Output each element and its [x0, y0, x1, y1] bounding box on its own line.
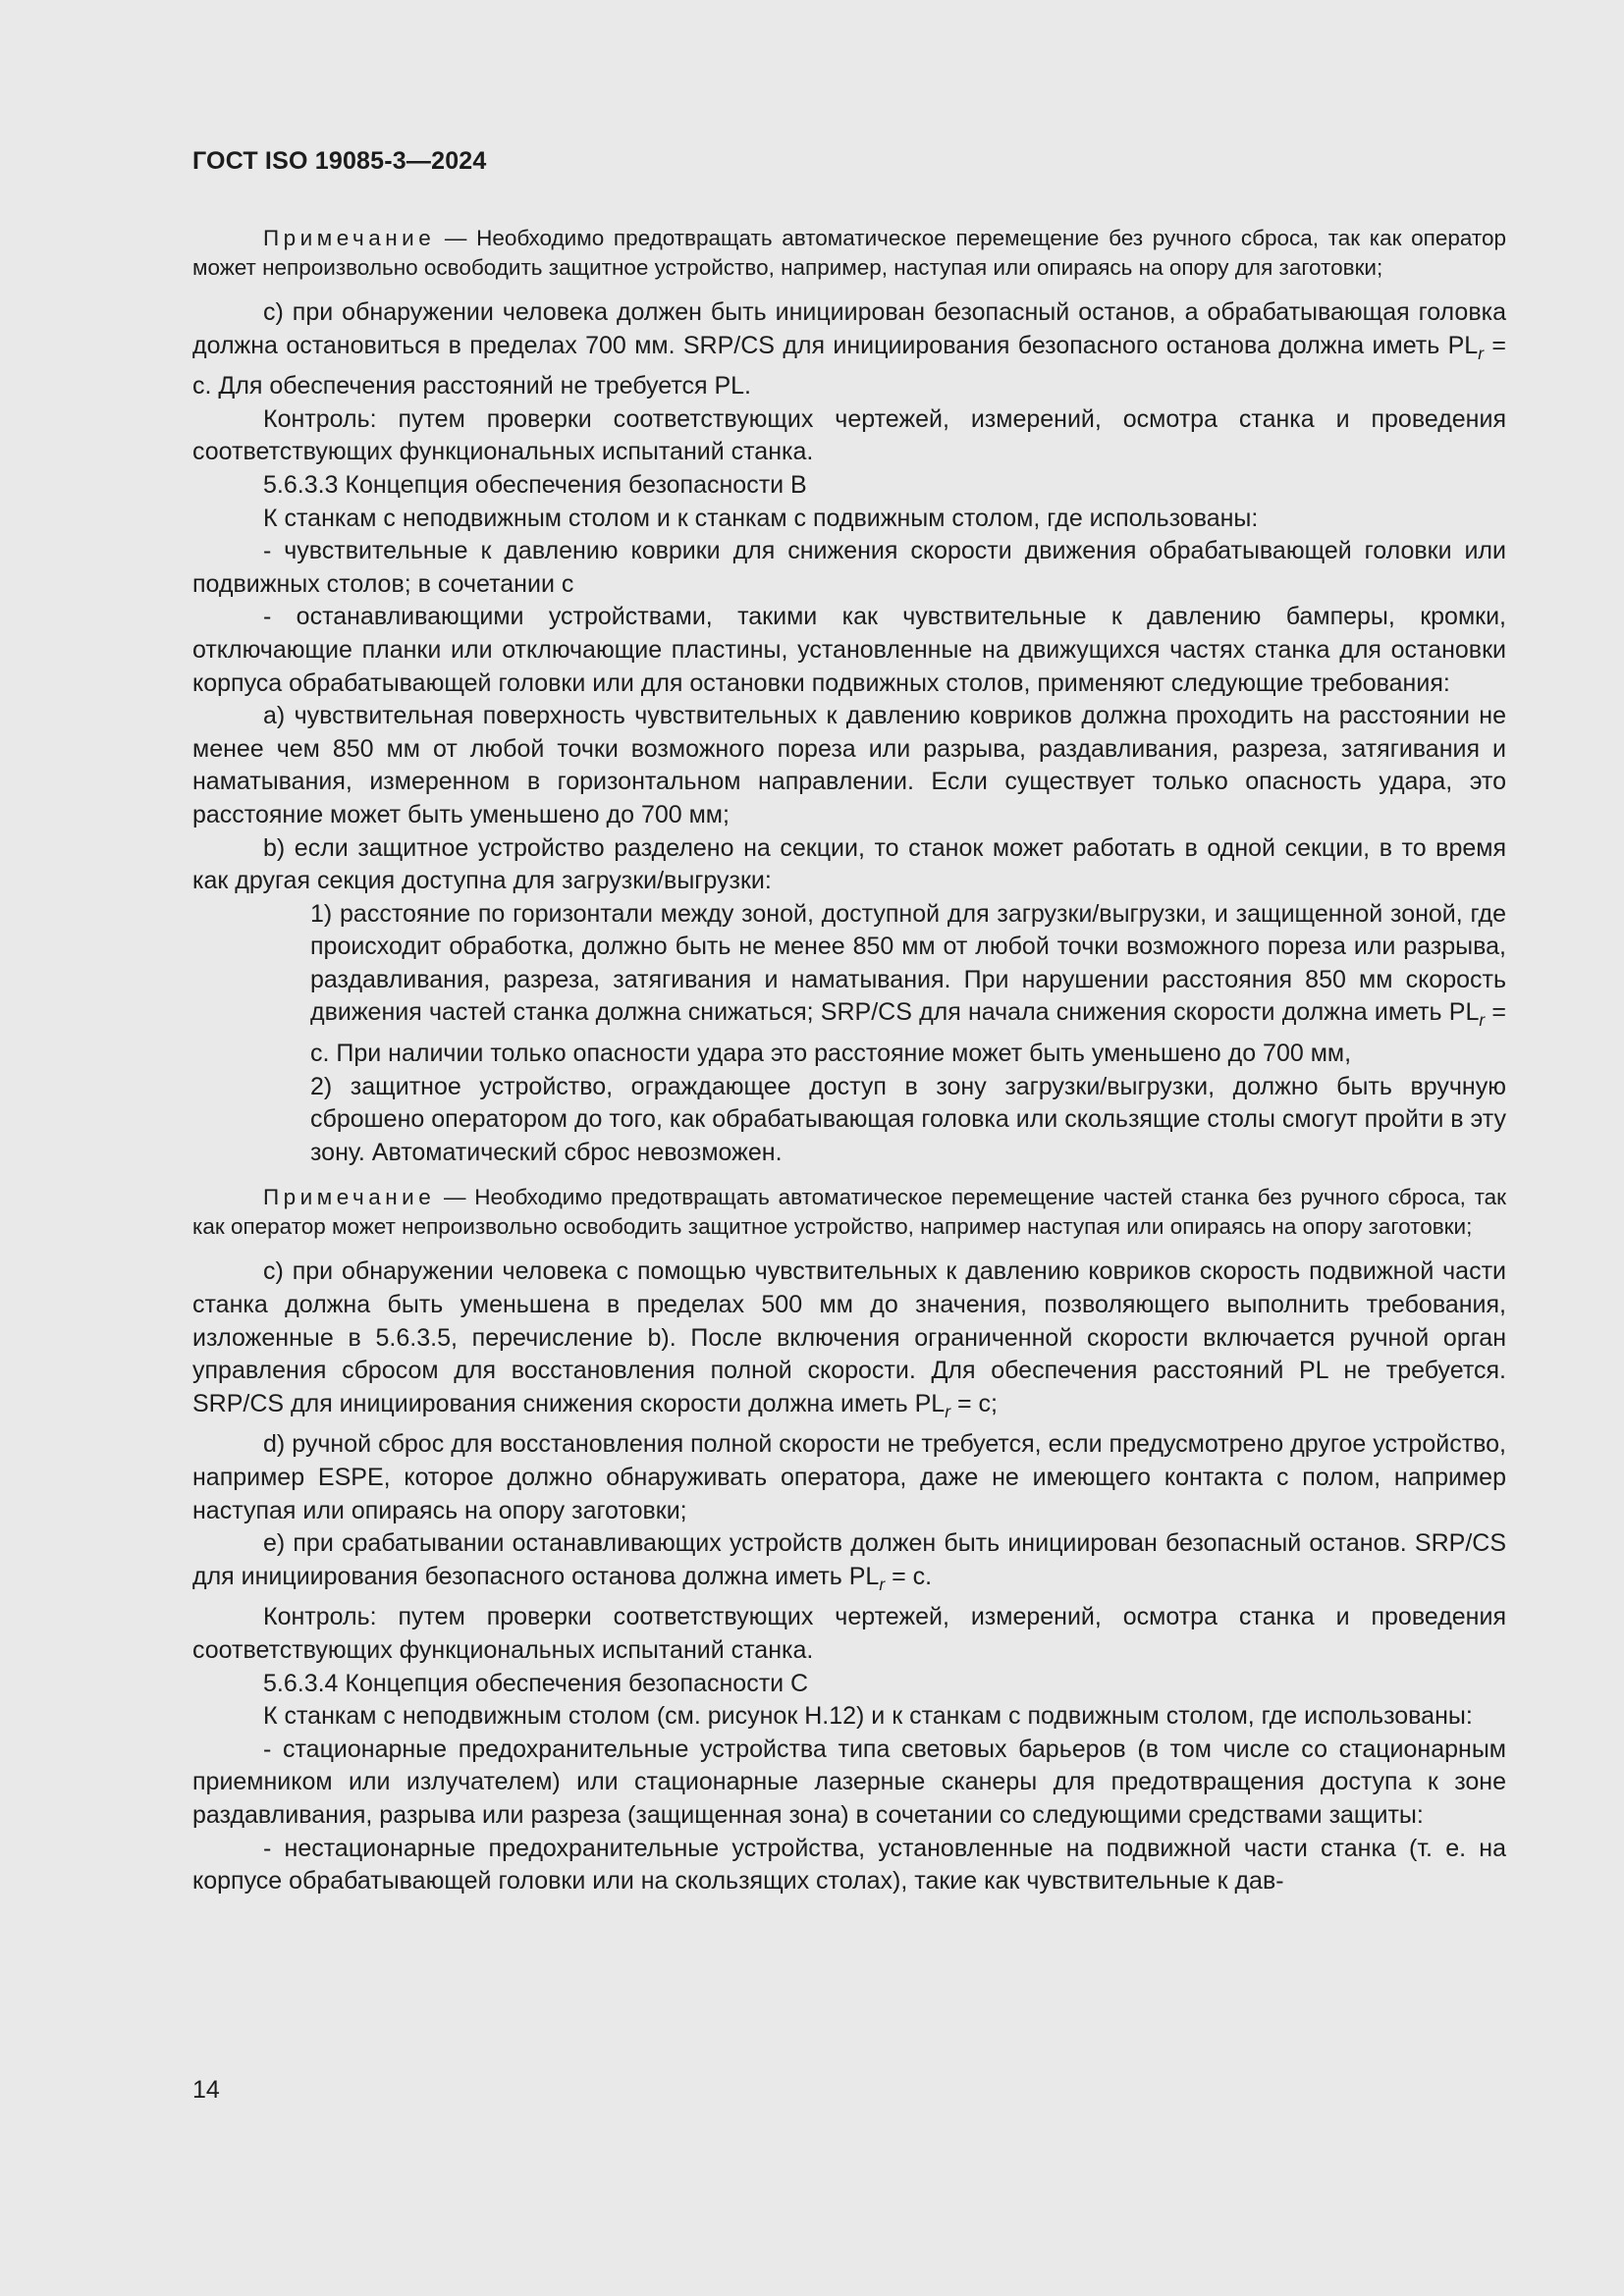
- page-number: 14: [192, 2076, 220, 2104]
- item-e: е) при срабатывании останавливающих устройств должен быть инициирован безопасный останов. SRP/CS для инициирования безопасного останова должна иметь $PL_r = c$.: [192, 1529, 1506, 1594]
- note-label: Примечание: [263, 1185, 436, 1210]
- item-b: b) если защитное устройство разделено на секции, то станок может работать в одной секции, в то время как другая секция доступна для загрузки/выгрузки:: [192, 833, 1506, 895]
- control-paragraph: Контроль: путем проверки соответствующих чертежей, измерений, осмотра станка и проведения соответствующих функциональных испытаний станка.: [192, 404, 1506, 466]
- dash-item: - стационарные предохранительные устройства типа световых барьеров (в том числе со стационарным приемником или излучателем) или стационарные лазерные сканеры для предотвращения доступа к зоне раздавливания, разрыва или разреза (защищенная зона) в сочетании со следующими средствами защиты:: [192, 1735, 1506, 1829]
- dash-item: - чувствительные к давлению коврики для снижения скорости движения обрабатывающей головки или подвижных столов; в сочетании с: [192, 537, 1506, 598]
- dash-item: - нестационарные предохранительные устройства, установленные на подвижной части станка (т. е. на корпусе обрабатывающей головки или на скользящих столах), такие как чувствительные к дав-: [192, 1834, 1506, 1896]
- subscript-r: r: [1478, 343, 1485, 363]
- section-heading-b: 5.6.3.3 Концепция обеспечения безопасности B: [263, 470, 807, 499]
- subscript-r: r: [945, 1401, 951, 1421]
- note-1: [192, 224, 1506, 283]
- item-a: а) чувствительная поверхность чувствительных к давлению ковриков должна проходить на расстоянии не менее чем 850 мм от любой точки возможного пореза или разрыва, раздавливания, разреза, затягивания и наматывания, измеренном в горизонтальном направлении. Если существует только опасность удара, это расстояние может быть уменьшено до 700 мм;: [192, 702, 1506, 828]
- subscript-r: r: [1479, 1010, 1486, 1031]
- dash-item: - останавливающими устройствами, такими как чувствительные к давлению бамперы, кромки, отключающие планки или отключающие пластины, установленные на движущихся частях станка для остановки корпуса обрабатывающей головки или для остановки подвижных столов, применяют следующие требования:: [192, 603, 1506, 697]
- document-body: [192, 224, 1506, 1898]
- paragraph: К станкам с неподвижным столом и к станкам с подвижным столом, где использованы:: [263, 504, 1259, 532]
- paragraph: К станкам с неподвижным столом (см. рисунок Н.12) и к станкам с подвижным столом, где использованы:: [263, 1702, 1473, 1731]
- control-paragraph: Контроль: путем проверки соответствующих чертежей, измерений, осмотра станка и проведения соответствующих функциональных испытаний станка.: [192, 1603, 1506, 1664]
- item-c-safe-stop: с) при обнаружении человека должен быть инициирован безопасный останов, а обрабатывающая головка должна остановиться в пределах 700 мм. SRP/CS для инициирования безопасного останова должна иметь $PL_r = c$. Для обеспечения расстояний не требуется PL.: [192, 298, 1506, 400]
- note-text: — Необходимо предотвращать автоматическое перемещение частей станка без ручного сброса, так как оператор может непроизвольно освободить защитное устройство, например наступая или опираясь на опору заготовки;: [192, 1185, 1506, 1240]
- subitem-1: 1) расстояние по горизонтали между зоной, доступной для загрузки/выгрузки, и защищенной зоной, где происходит обработка, должно быть не менее 850 мм от любой точки возможного пореза или разрыва, раздавливания, разреза, затягивания и наматывания. При нарушении расстояния 850 мм скорость движения частей станка должна снижаться; SRP/CS для начала снижения скорости должна иметь $PL_r = c$. При наличии только опасности удара это расстояние может быть уменьшено до 700 мм,: [310, 899, 1507, 1068]
- section-heading-c: 5.6.3.4 Концепция обеспечения безопасности C: [263, 1669, 809, 1697]
- document-header: ГОСТ ISO 19085-3—2024: [192, 147, 487, 175]
- subscript-r: r: [879, 1574, 886, 1594]
- note-text: — Необходимо предотвращать автоматическое перемещение без ручного сброса, так как оператор может непроизвольно освободить защитное устройство, например, наступая или опираясь на опору для заготовки;: [192, 226, 1506, 280]
- note-label: Примечание: [263, 226, 436, 250]
- subitem-2: 2) защитное устройство, ограждающее доступ в зону загрузки/выгрузки, должно быть вручную сброшено оператором до того, как обрабатывающая головка или скользящие столы смогут пройти в эту зону. Автоматический сброс невозможен.: [310, 1072, 1506, 1166]
- item-d: d) ручной сброс для восстановления полной скорости не требуется, если предусмотрено другое устройство, например ESPE, которое должно обнаруживать оператора, даже не имеющего контакта с полом, например наступая или опираясь на опору заготовки;: [192, 1430, 1506, 1524]
- note-2: [192, 1183, 1506, 1242]
- item-c-speed-reduction: с) при обнаружении человека с помощью чувствительных к давлению ковриков скорость подвижной части станка должна быть уменьшена в пределах 500 мм до значения, позволяющего выполнить требования, изложенные в 5.6.3.5, перечисление b). После включения ограниченной скорости включается ручной орган управления сбросом для восстановления полной скорости. Для обеспечения расстояний PL не требуется. SRP/CS для инициирования снижения скорости должна иметь $PL_r = c$;: [192, 1257, 1506, 1421]
